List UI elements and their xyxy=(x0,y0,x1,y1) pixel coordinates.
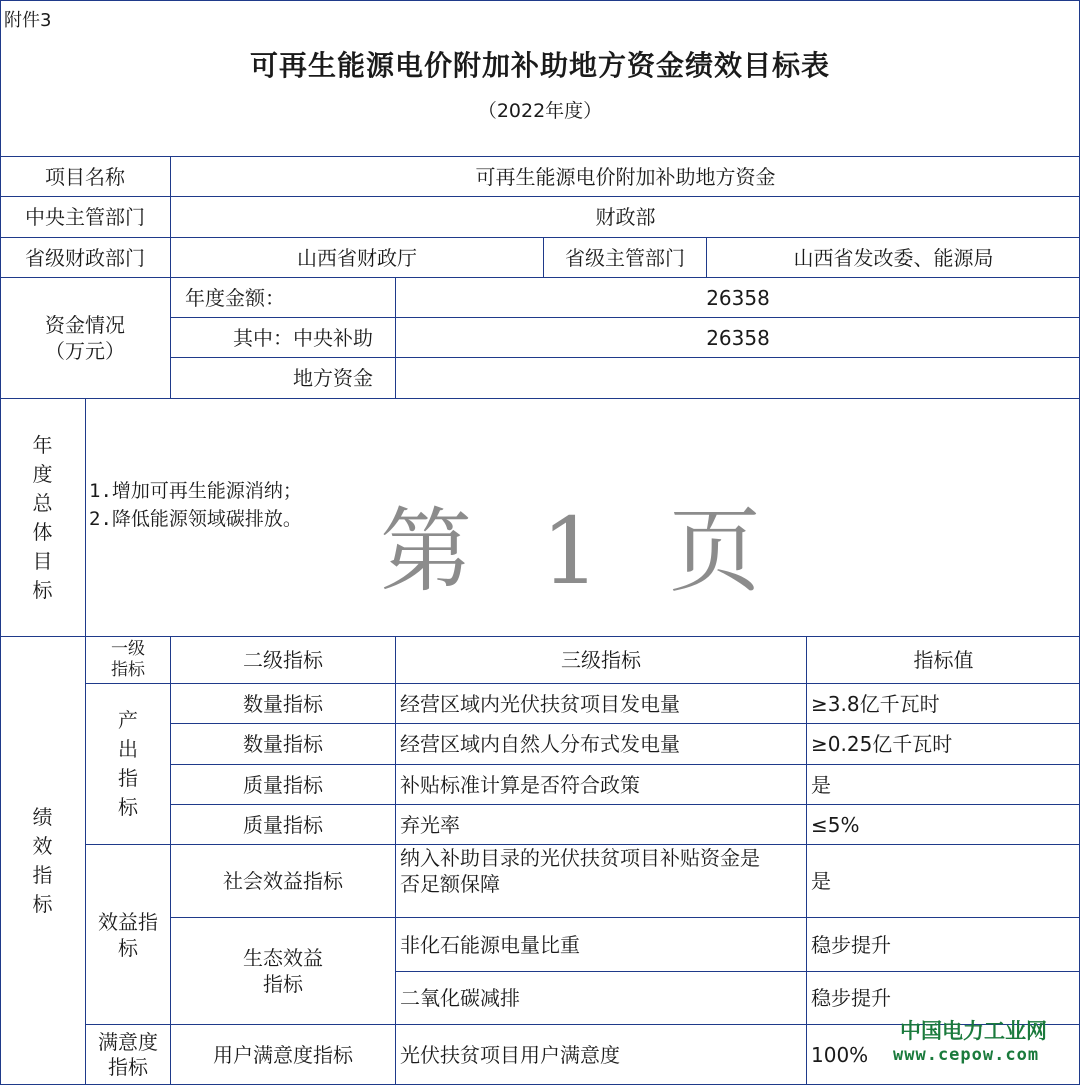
eco-label-line1: 生态效益 xyxy=(243,946,323,970)
central-subsidy-value: 26358 xyxy=(706,325,770,350)
central-dept-label: 中央主管部门 xyxy=(25,205,145,229)
local-funds-label: 地方资金 xyxy=(293,366,373,390)
social-benefit-label: 社会效益指标 xyxy=(223,869,343,893)
output-label-char: 指 xyxy=(118,766,138,790)
local-funds-value xyxy=(396,358,1080,398)
prov-dept-label: 省级主管部门 xyxy=(565,245,685,270)
eco-label-line2: 指标 xyxy=(263,972,303,996)
project-name-label: 项目名称 xyxy=(45,164,125,189)
table-cell-value: 是 xyxy=(811,772,831,797)
funds-label-line1: 资金情况 xyxy=(45,313,125,337)
output-label-char: 出 xyxy=(118,737,138,761)
header-level2: 二级指标 xyxy=(243,648,323,672)
central-dept-value: 财政部 xyxy=(595,205,656,229)
table-cell-value: ≥0.25亿千瓦时 xyxy=(811,732,953,756)
goal-line-1: 1.增加可再生能源消纳； xyxy=(89,480,302,502)
goal-label-char: 标 xyxy=(32,577,53,602)
indicators-label-char: 绩 xyxy=(32,805,53,829)
table-cell-level3: 非化石能源电量比重 xyxy=(400,932,580,957)
satisfaction-level3: 光伏扶贫项目用户满意度 xyxy=(400,1043,620,1067)
goal-label-char: 目 xyxy=(32,548,53,573)
goal-line-2: 2.降低能源领域碳排放。 xyxy=(89,507,302,530)
indicators-label xyxy=(0,637,85,1085)
satisfaction-label-line1: 满意度 xyxy=(98,1030,158,1054)
goal-label-char: 年 xyxy=(32,432,53,457)
output-label-char: 产 xyxy=(118,708,138,732)
output-label-char: 标 xyxy=(118,795,138,819)
page-title: 可再生能源电价附加补助地方资金绩效目标表 xyxy=(249,49,830,82)
goal-label xyxy=(0,399,85,636)
brand-name: 中国电力工业网 xyxy=(900,1019,1047,1043)
social-level3-line2: 否足额保障 xyxy=(400,872,500,896)
prov-finance-value: 山西省财政厅 xyxy=(297,245,417,270)
funds-label-line2: （万元） xyxy=(45,339,125,363)
table-cell-level3: 补贴标准计算是否符合政策 xyxy=(400,772,640,797)
table-cell-value: 稳步提升 xyxy=(811,932,891,957)
header-level3: 三级指标 xyxy=(561,648,641,672)
table-cell-level3: 经营区域内光伏扶贫项目发电量 xyxy=(400,691,680,716)
page-watermark: 第 1 页 xyxy=(380,498,782,605)
eco-benefit-label xyxy=(171,918,395,1024)
indicators-label-char: 指 xyxy=(32,863,53,887)
attachment-label: 附件3 xyxy=(4,10,52,31)
indicators-label-char: 标 xyxy=(32,892,53,916)
central-subsidy-label: 其中：中央补助 xyxy=(233,325,373,350)
benefit-label-line1: 效益指 xyxy=(98,909,158,934)
benefit-indicator-label xyxy=(86,845,170,1024)
indicators-label-char: 效 xyxy=(32,834,53,858)
output-indicator-label xyxy=(86,684,170,844)
satisfaction-label-line2: 指标 xyxy=(108,1055,148,1079)
table-cell-level2: 质量指标 xyxy=(243,772,323,797)
goal-label-char: 体 xyxy=(32,519,53,544)
page-subtitle: （2022年度） xyxy=(477,100,603,122)
table-cell-level3: 二氧化碳减排 xyxy=(400,986,520,1010)
project-name-value: 可再生能源电价附加补助地方资金 xyxy=(475,164,776,189)
goal-label-char: 度 xyxy=(32,461,53,486)
social-benefit-level3 xyxy=(396,845,806,917)
social-benefit-value: 是 xyxy=(811,869,831,893)
goal-label-char: 总 xyxy=(32,490,53,515)
prov-dept-value: 山西省发改委、能源局 xyxy=(793,245,994,270)
annual-amount-label: 年度金额： xyxy=(185,285,285,310)
header-level1-line1: 一级 xyxy=(111,638,145,659)
prov-finance-label: 省级财政部门 xyxy=(25,245,145,270)
table-cell-value: ≤5% xyxy=(811,812,860,837)
satisfaction-value: 100% xyxy=(811,1043,869,1067)
header-level1-line2: 指标 xyxy=(111,660,145,680)
satisfaction-indicator-label xyxy=(86,1025,170,1085)
benefit-label-line2: 标 xyxy=(118,935,138,960)
brand-url: www.cepow.com xyxy=(893,1045,1040,1065)
goal-text xyxy=(89,478,302,533)
table-cell-level2: 质量指标 xyxy=(243,812,323,837)
table-cell-level2: 数量指标 xyxy=(243,691,323,716)
header-level1 xyxy=(86,637,170,683)
table-cell-value: ≥3.8亿千瓦时 xyxy=(811,691,940,716)
annual-amount-value: 26358 xyxy=(706,285,770,310)
divider xyxy=(0,398,1080,399)
table-cell-level2: 数量指标 xyxy=(243,732,323,756)
table-cell-value: 稳步提升 xyxy=(811,986,891,1010)
satisfaction-level2: 用户满意度指标 xyxy=(213,1043,353,1067)
table-cell-level3: 弃光率 xyxy=(400,812,460,837)
header-value: 指标值 xyxy=(913,648,974,672)
social-level3-line1: 纳入补助目录的光伏扶贫项目补贴资金是 xyxy=(400,846,760,870)
table-cell-level3: 经营区域内自然人分布式发电量 xyxy=(400,732,680,756)
funds-label xyxy=(0,278,170,398)
